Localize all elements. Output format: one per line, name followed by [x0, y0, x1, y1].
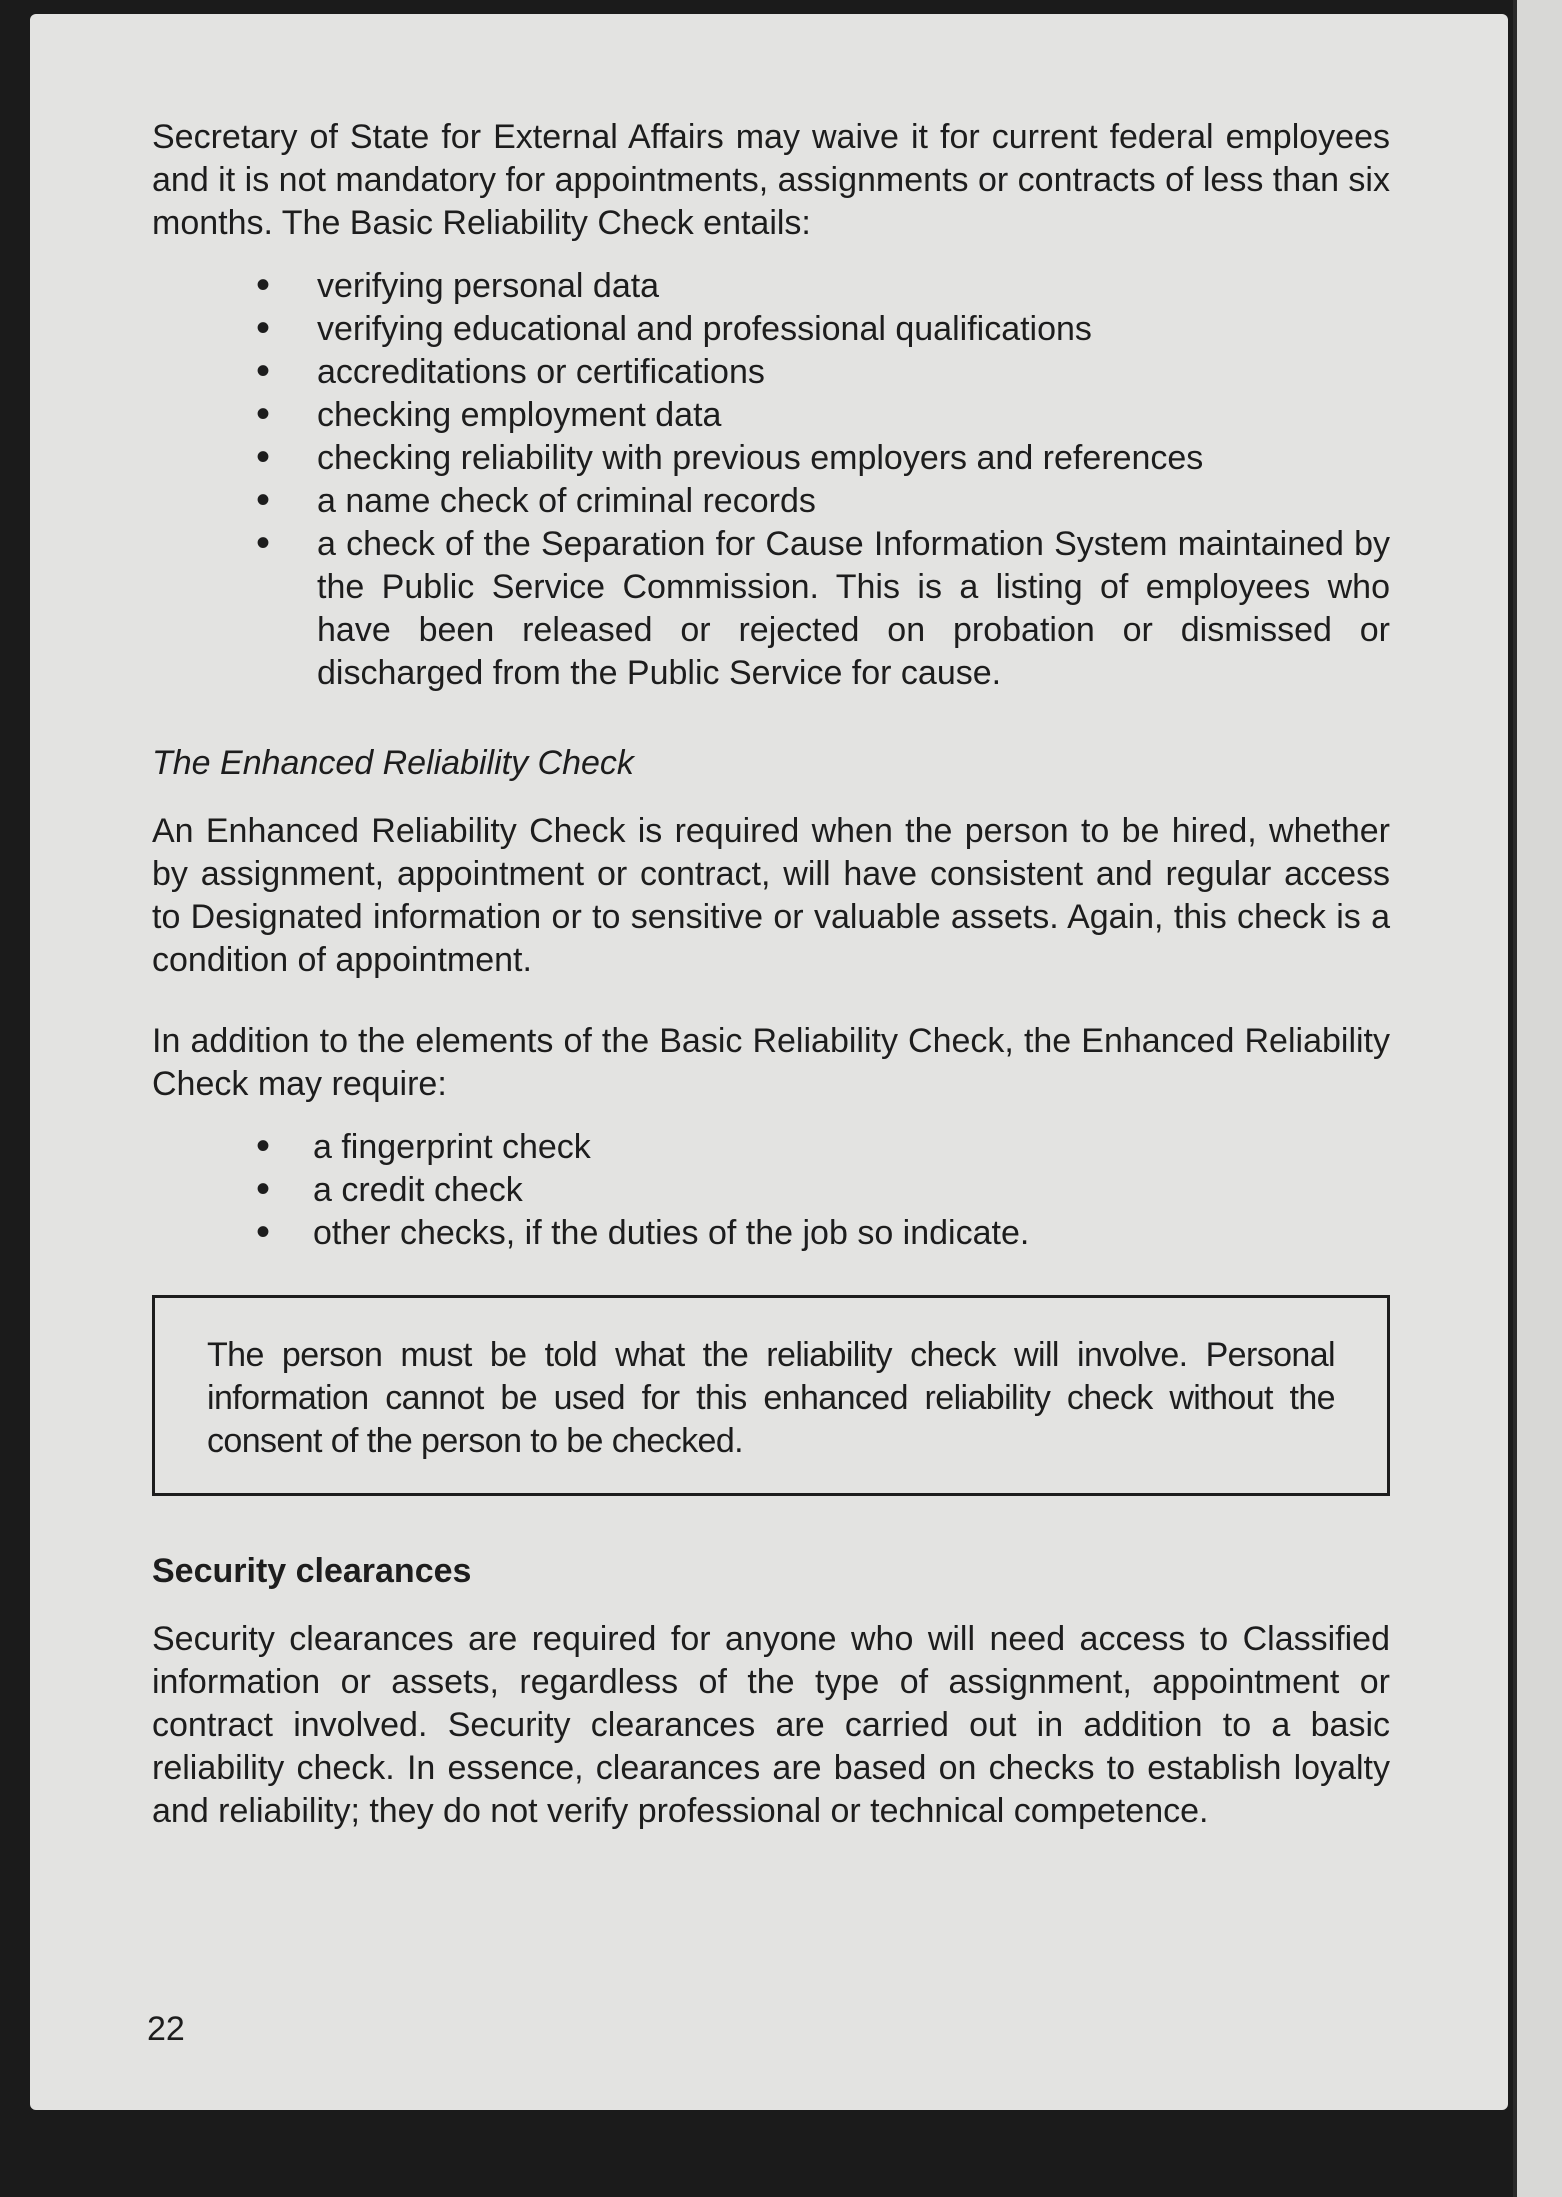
list-item: • checking employment data: [152, 394, 1390, 437]
list-item: • checking reliability with previous employers and references: [152, 437, 1390, 480]
intro-paragraph: Secretary of State for External Affairs may waive it for current federal employees and it is not mandatory for appointments, assignments or contracts of less than six months. The Basic Reliability Check entails:: [152, 118, 1390, 242]
list-item: • verifying personal data: [152, 265, 1390, 308]
page-content: [152, 116, 1390, 1833]
facing-page-edge: [1513, 0, 1562, 2197]
enhanced-check-list: [152, 1126, 1390, 1255]
enhanced-paragraph-1: An Enhanced Reliability Check is required when the person to be hired, whether by assignment, appointment or contract, will have consistent and regular access to Designated information or to sensitive or valuable assets. Again, this check is a condition of appointment.: [152, 812, 1390, 979]
consent-notice-text: The person must be told what the reliability check will involve. Personal information cannot be used for this enhanced reliability check without the consent of the person to be checked.: [207, 1336, 1335, 1460]
list-item: • other checks, if the duties of the job so indicate.: [152, 1212, 1390, 1255]
basic-check-list: [152, 265, 1390, 695]
page-number: 22: [147, 2010, 185, 2048]
security-clearances-paragraph: Security clearances are required for anyone who will need access to Classified information or assets, regardless of the type of assignment, appointment or contract involved. Security clearances are carried out in addition to a basic reliability check. In essence, clearances are based on checks to establish loyalty and reliability; they do not verify professional or technical competence.: [152, 1620, 1390, 1830]
list-item: • accreditations or certifications: [152, 351, 1390, 394]
consent-notice-box: [152, 1295, 1390, 1496]
list-item: • a check of the Separation for Cause Information System maintained by the Public Service Commission. This is a listing of employees who have been released or rejected on probation or dismissed or discharged from the Public Service for cause.: [152, 523, 1390, 695]
enhanced-check-heading: The Enhanced Reliability Check: [152, 744, 634, 782]
list-item: • a name check of criminal records: [152, 480, 1390, 523]
enhanced-paragraph-2: In addition to the elements of the Basic Reliability Check, the Enhanced Reliability Check may require:: [152, 1022, 1390, 1103]
list-item: • a credit check: [152, 1169, 1390, 1212]
security-clearances-heading: Security clearances: [152, 1552, 472, 1590]
list-item: • a fingerprint check: [152, 1126, 1390, 1169]
list-item: • verifying educational and professional qualifications: [152, 308, 1390, 351]
